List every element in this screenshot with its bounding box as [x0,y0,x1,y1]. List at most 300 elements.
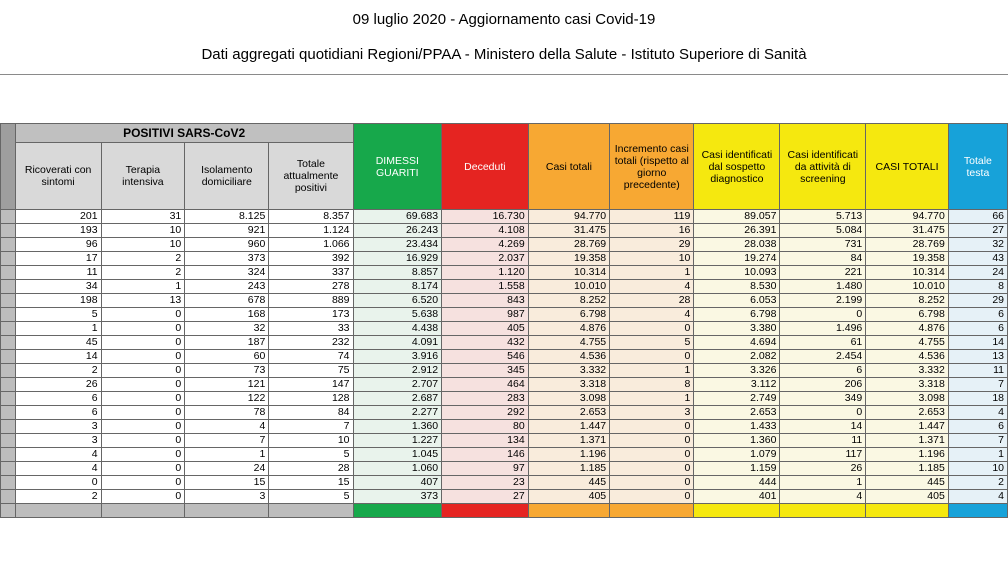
cell-isolamento: 7 [185,434,269,448]
region-cell [1,406,16,420]
cell-casi-totali: 1.196 [528,448,609,462]
region-cell [1,252,16,266]
cell-casi-totali-2: 3.332 [866,364,949,378]
cell-deceduti: 987 [442,308,529,322]
cell-casi-totali: 1.371 [528,434,609,448]
table-row [1,266,1008,280]
cell-incremento: 16 [610,224,694,238]
region-cell [1,210,16,224]
cell-totale-positivi: 8.357 [269,210,353,224]
region-cell [1,490,16,504]
cell-totale-positivi: 889 [269,294,353,308]
cell-terapia: 0 [101,350,185,364]
cell-screening: 1 [780,476,866,490]
table-row [1,490,1008,504]
cell-screening: 0 [780,406,866,420]
cell-incremento: 1 [610,392,694,406]
cell-incremento: 0 [610,322,694,336]
cell-ricoverati: 193 [15,224,101,238]
cell-casi-totali: 4.876 [528,322,609,336]
cell-isolamento: 3 [185,490,269,504]
cell-incremento: 4 [610,308,694,322]
total-cell [528,504,609,518]
cell-casi-totali: 31.475 [528,224,609,238]
total-cell [780,504,866,518]
cell-deceduti: 4.108 [442,224,529,238]
cell-casi-totali: 4.755 [528,336,609,350]
cell-sospetto: 6.798 [694,308,780,322]
cell-dimessi: 2.687 [353,392,442,406]
cell-incremento: 0 [610,462,694,476]
cell-deceduti: 27 [442,490,529,504]
cell-totale-positivi: 147 [269,378,353,392]
cell-casi-totali: 94.770 [528,210,609,224]
total-cell [269,504,353,518]
cell-screening: 349 [780,392,866,406]
cell-casi-totali-2: 405 [866,490,949,504]
cell-screening: 206 [780,378,866,392]
cell-tamponi: 1 [948,448,1007,462]
cell-ricoverati: 198 [15,294,101,308]
region-cell [1,336,16,350]
cell-dimessi: 3.916 [353,350,442,364]
col-header-casi-totali-2: CASI TOTALI [866,124,949,210]
cell-isolamento: 168 [185,308,269,322]
region-header-cell [1,124,16,210]
cell-deceduti: 432 [442,336,529,350]
region-cell [1,420,16,434]
cell-ricoverati: 201 [15,210,101,224]
table-row [1,308,1008,322]
total-cell [694,504,780,518]
table-row [1,294,1008,308]
cell-deceduti: 80 [442,420,529,434]
cell-casi-totali-2: 94.770 [866,210,949,224]
cell-totale-positivi: 1.066 [269,238,353,252]
cell-tamponi: 8 [948,280,1007,294]
cell-casi-totali: 3.098 [528,392,609,406]
cell-deceduti: 1.120 [442,266,529,280]
cell-sospetto: 4.694 [694,336,780,350]
cell-tamponi: 18 [948,392,1007,406]
cell-totale-positivi: 84 [269,406,353,420]
cell-sospetto: 401 [694,490,780,504]
cell-totale-positivi: 128 [269,392,353,406]
cell-totale-positivi: 5 [269,448,353,462]
cell-ricoverati: 96 [15,238,101,252]
cell-tamponi: 11 [948,364,1007,378]
cell-screening: 117 [780,448,866,462]
col-header-screening: Casi identificati da attività di screening [780,124,866,210]
col-header-casi-totali: Casi totali [528,124,609,210]
cell-tamponi: 6 [948,420,1007,434]
cell-deceduti: 405 [442,322,529,336]
cell-sospetto: 3.380 [694,322,780,336]
cell-isolamento: 8.125 [185,210,269,224]
cell-totale-positivi: 173 [269,308,353,322]
col-header-ricoverati: Ricoverati con sintomi [15,143,101,210]
cell-screening: 84 [780,252,866,266]
cell-casi-totali: 405 [528,490,609,504]
cell-tamponi: 24 [948,266,1007,280]
cell-isolamento: 187 [185,336,269,350]
cell-sospetto: 3.326 [694,364,780,378]
cell-tamponi: 4 [948,490,1007,504]
cell-screening: 61 [780,336,866,350]
cell-sospetto: 6.053 [694,294,780,308]
cell-incremento: 0 [610,434,694,448]
table-row [1,252,1008,266]
cell-sospetto: 1.433 [694,420,780,434]
cell-totale-positivi: 74 [269,350,353,364]
cell-totale-positivi: 392 [269,252,353,266]
cell-isolamento: 122 [185,392,269,406]
cell-tamponi: 29 [948,294,1007,308]
table-row [1,210,1008,224]
cell-isolamento: 73 [185,364,269,378]
cell-totale-positivi: 33 [269,322,353,336]
region-cell [1,434,16,448]
cell-casi-totali: 8.252 [528,294,609,308]
cell-casi-totali-2: 8.252 [866,294,949,308]
cell-ricoverati: 4 [15,462,101,476]
cell-incremento: 0 [610,476,694,490]
cell-casi-totali: 3.332 [528,364,609,378]
cell-casi-totali-2: 1.185 [866,462,949,476]
cell-screening: 0 [780,308,866,322]
cell-terapia: 1 [101,280,185,294]
cell-deceduti: 546 [442,350,529,364]
cell-tamponi: 2 [948,476,1007,490]
cell-ricoverati: 17 [15,252,101,266]
cell-terapia: 0 [101,336,185,350]
cell-incremento: 0 [610,490,694,504]
table-row [1,420,1008,434]
cell-incremento: 1 [610,266,694,280]
cell-ricoverati: 11 [15,266,101,280]
cell-dimessi: 2.707 [353,378,442,392]
cell-terapia: 0 [101,378,185,392]
cell-isolamento: 960 [185,238,269,252]
cell-terapia: 0 [101,308,185,322]
col-header-isolamento: Isolamento domiciliare [185,143,269,210]
cell-ricoverati: 14 [15,350,101,364]
cell-deceduti: 283 [442,392,529,406]
region-cell [1,266,16,280]
cell-casi-totali-2: 4.536 [866,350,949,364]
region-cell [1,392,16,406]
cell-sospetto: 1.159 [694,462,780,476]
cell-isolamento: 324 [185,266,269,280]
cell-dimessi: 407 [353,476,442,490]
cell-totale-positivi: 28 [269,462,353,476]
cell-incremento: 3 [610,406,694,420]
report-subtitle: Dati aggregati quotidiani Regioni/PPAA - Ministero della Salute - Istituto Superiore di Sanità [201,46,807,63]
total-cell [353,504,442,518]
cell-terapia: 2 [101,266,185,280]
cell-casi-totali: 1.447 [528,420,609,434]
cell-casi-totali: 10.314 [528,266,609,280]
total-cell [442,504,529,518]
cell-casi-totali-2: 2.653 [866,406,949,420]
cell-casi-totali: 4.536 [528,350,609,364]
cell-terapia: 10 [101,238,185,252]
cell-ricoverati: 26 [15,378,101,392]
cell-screening: 11 [780,434,866,448]
cell-tamponi: 13 [948,350,1007,364]
region-cell [1,378,16,392]
cell-deceduti: 292 [442,406,529,420]
table-row [1,462,1008,476]
table-row [1,336,1008,350]
cell-ricoverati: 3 [15,434,101,448]
cell-casi-totali-2: 10.010 [866,280,949,294]
cell-incremento: 29 [610,238,694,252]
cell-ricoverati: 0 [15,476,101,490]
col-header-tamponi: Totale testa [948,124,1007,210]
cell-dimessi: 8.857 [353,266,442,280]
cell-screening: 5.713 [780,210,866,224]
cell-totale-positivi: 337 [269,266,353,280]
cell-isolamento: 32 [185,322,269,336]
table-row [1,378,1008,392]
cell-dimessi: 2.277 [353,406,442,420]
cell-screening: 2.454 [780,350,866,364]
cell-casi-totali: 2.653 [528,406,609,420]
cell-dimessi: 26.243 [353,224,442,238]
cell-isolamento: 678 [185,294,269,308]
cell-sospetto: 8.530 [694,280,780,294]
region-cell [1,294,16,308]
cell-sospetto: 89.057 [694,210,780,224]
cell-isolamento: 921 [185,224,269,238]
region-cell [1,308,16,322]
cell-casi-totali-2: 6.798 [866,308,949,322]
cell-sospetto: 444 [694,476,780,490]
cell-isolamento: 60 [185,350,269,364]
table-row [1,350,1008,364]
cell-terapia: 0 [101,462,185,476]
table-row [1,280,1008,294]
cell-sospetto: 3.112 [694,378,780,392]
cell-deceduti: 345 [442,364,529,378]
table-row [1,224,1008,238]
cell-sospetto: 2.653 [694,406,780,420]
region-cell [1,462,16,476]
col-header-incremento: Incremento casi totali (rispetto al giorno precedente) [610,124,694,210]
cell-totale-positivi: 232 [269,336,353,350]
cell-deceduti: 4.269 [442,238,529,252]
cell-incremento: 5 [610,336,694,350]
cell-totale-positivi: 15 [269,476,353,490]
region-cell [1,448,16,462]
cell-dimessi: 1.227 [353,434,442,448]
cell-tamponi: 32 [948,238,1007,252]
cell-tamponi: 27 [948,224,1007,238]
cell-sospetto: 1.079 [694,448,780,462]
cell-incremento: 1 [610,364,694,378]
cell-deceduti: 146 [442,448,529,462]
cell-casi-totali-2: 1.447 [866,420,949,434]
cell-terapia: 0 [101,476,185,490]
cell-sospetto: 26.391 [694,224,780,238]
total-cell [15,504,101,518]
cell-ricoverati: 6 [15,406,101,420]
cell-deceduti: 464 [442,378,529,392]
cell-tamponi: 6 [948,322,1007,336]
table-row [1,476,1008,490]
col-header-dimessi: DIMESSI GUARITI [353,124,442,210]
cell-dimessi: 16.929 [353,252,442,266]
table-row-total [1,504,1008,518]
cell-ricoverati: 3 [15,420,101,434]
cell-sospetto: 2.749 [694,392,780,406]
region-cell [1,350,16,364]
cell-dimessi: 6.520 [353,294,442,308]
cell-casi-totali-2: 19.358 [866,252,949,266]
cell-totale-positivi: 5 [269,490,353,504]
cell-ricoverati: 2 [15,490,101,504]
cell-casi-totali: 10.010 [528,280,609,294]
cell-dimessi: 23.434 [353,238,442,252]
cell-screening: 6 [780,364,866,378]
cell-terapia: 0 [101,434,185,448]
cell-casi-totali: 1.185 [528,462,609,476]
report-header [0,0,1008,75]
cell-totale-positivi: 10 [269,434,353,448]
cell-deceduti: 16.730 [442,210,529,224]
table-footer-band [0,560,1008,567]
cell-dimessi: 69.683 [353,210,442,224]
cell-casi-totali: 19.358 [528,252,609,266]
cell-casi-totali-2: 4.755 [866,336,949,350]
cell-ricoverati: 4 [15,448,101,462]
cell-tamponi: 14 [948,336,1007,350]
cell-terapia: 10 [101,224,185,238]
cell-ricoverati: 5 [15,308,101,322]
cell-casi-totali: 445 [528,476,609,490]
cell-screening: 1.496 [780,322,866,336]
cell-ricoverati: 6 [15,392,101,406]
covid-data-table [0,123,1008,518]
cell-isolamento: 4 [185,420,269,434]
cell-casi-totali-2: 3.098 [866,392,949,406]
table-row [1,364,1008,378]
cell-sospetto: 1.360 [694,434,780,448]
cell-isolamento: 1 [185,448,269,462]
cell-screening: 1.480 [780,280,866,294]
cell-casi-totali-2: 4.876 [866,322,949,336]
table-row [1,434,1008,448]
cell-ricoverati: 45 [15,336,101,350]
positivi-group-header: POSITIVI SARS-CoV2 [15,124,353,143]
cell-screening: 731 [780,238,866,252]
cell-terapia: 0 [101,490,185,504]
cell-totale-positivi: 75 [269,364,353,378]
cell-incremento: 10 [610,252,694,266]
cell-isolamento: 243 [185,280,269,294]
total-cell [101,504,185,518]
cell-tamponi: 6 [948,308,1007,322]
cell-screening: 14 [780,420,866,434]
col-header-deceduti: Deceduti [442,124,529,210]
cell-incremento: 0 [610,350,694,364]
cell-terapia: 13 [101,294,185,308]
cell-deceduti: 97 [442,462,529,476]
cell-dimessi: 1.060 [353,462,442,476]
cell-casi-totali-2: 1.371 [866,434,949,448]
cell-incremento: 4 [610,280,694,294]
cell-screening: 26 [780,462,866,476]
cell-casi-totali: 28.769 [528,238,609,252]
cell-screening: 4 [780,490,866,504]
cell-totale-positivi: 278 [269,280,353,294]
table-row [1,322,1008,336]
region-cell [1,280,16,294]
total-cell [948,504,1007,518]
cell-isolamento: 15 [185,476,269,490]
cell-ricoverati: 34 [15,280,101,294]
col-header-terapia: Terapia intensiva [101,143,185,210]
cell-tamponi: 4 [948,406,1007,420]
cell-dimessi: 4.438 [353,322,442,336]
cell-tamponi: 7 [948,434,1007,448]
cell-deceduti: 843 [442,294,529,308]
cell-incremento: 8 [610,378,694,392]
cell-dimessi: 373 [353,490,442,504]
cell-deceduti: 134 [442,434,529,448]
cell-sospetto: 19.274 [694,252,780,266]
cell-ricoverati: 1 [15,322,101,336]
cell-screening: 2.199 [780,294,866,308]
cell-incremento: 28 [610,294,694,308]
cell-terapia: 0 [101,322,185,336]
cell-casi-totali-2: 445 [866,476,949,490]
cell-terapia: 2 [101,252,185,266]
cell-terapia: 31 [101,210,185,224]
total-cell [866,504,949,518]
cell-terapia: 0 [101,448,185,462]
region-cell [1,364,16,378]
cell-isolamento: 373 [185,252,269,266]
cell-terapia: 0 [101,406,185,420]
cell-casi-totali-2: 28.769 [866,238,949,252]
table-row [1,406,1008,420]
cell-tamponi: 7 [948,378,1007,392]
cell-sospetto: 2.082 [694,350,780,364]
cell-isolamento: 78 [185,406,269,420]
report-title: 09 luglio 2020 - Aggiornamento casi Covid-19 [352,11,656,28]
table-row [1,392,1008,406]
cell-tamponi: 43 [948,252,1007,266]
cell-sospetto: 28.038 [694,238,780,252]
cell-isolamento: 24 [185,462,269,476]
table-row [1,238,1008,252]
cell-deceduti: 23 [442,476,529,490]
cell-screening: 5.084 [780,224,866,238]
cell-dimessi: 1.045 [353,448,442,462]
total-cell [185,504,269,518]
total-cell [1,504,16,518]
cell-tamponi: 66 [948,210,1007,224]
region-cell [1,476,16,490]
region-cell [1,238,16,252]
cell-incremento: 0 [610,420,694,434]
cell-terapia: 0 [101,392,185,406]
cell-deceduti: 2.037 [442,252,529,266]
cell-casi-totali-2: 10.314 [866,266,949,280]
cell-casi-totali: 3.318 [528,378,609,392]
